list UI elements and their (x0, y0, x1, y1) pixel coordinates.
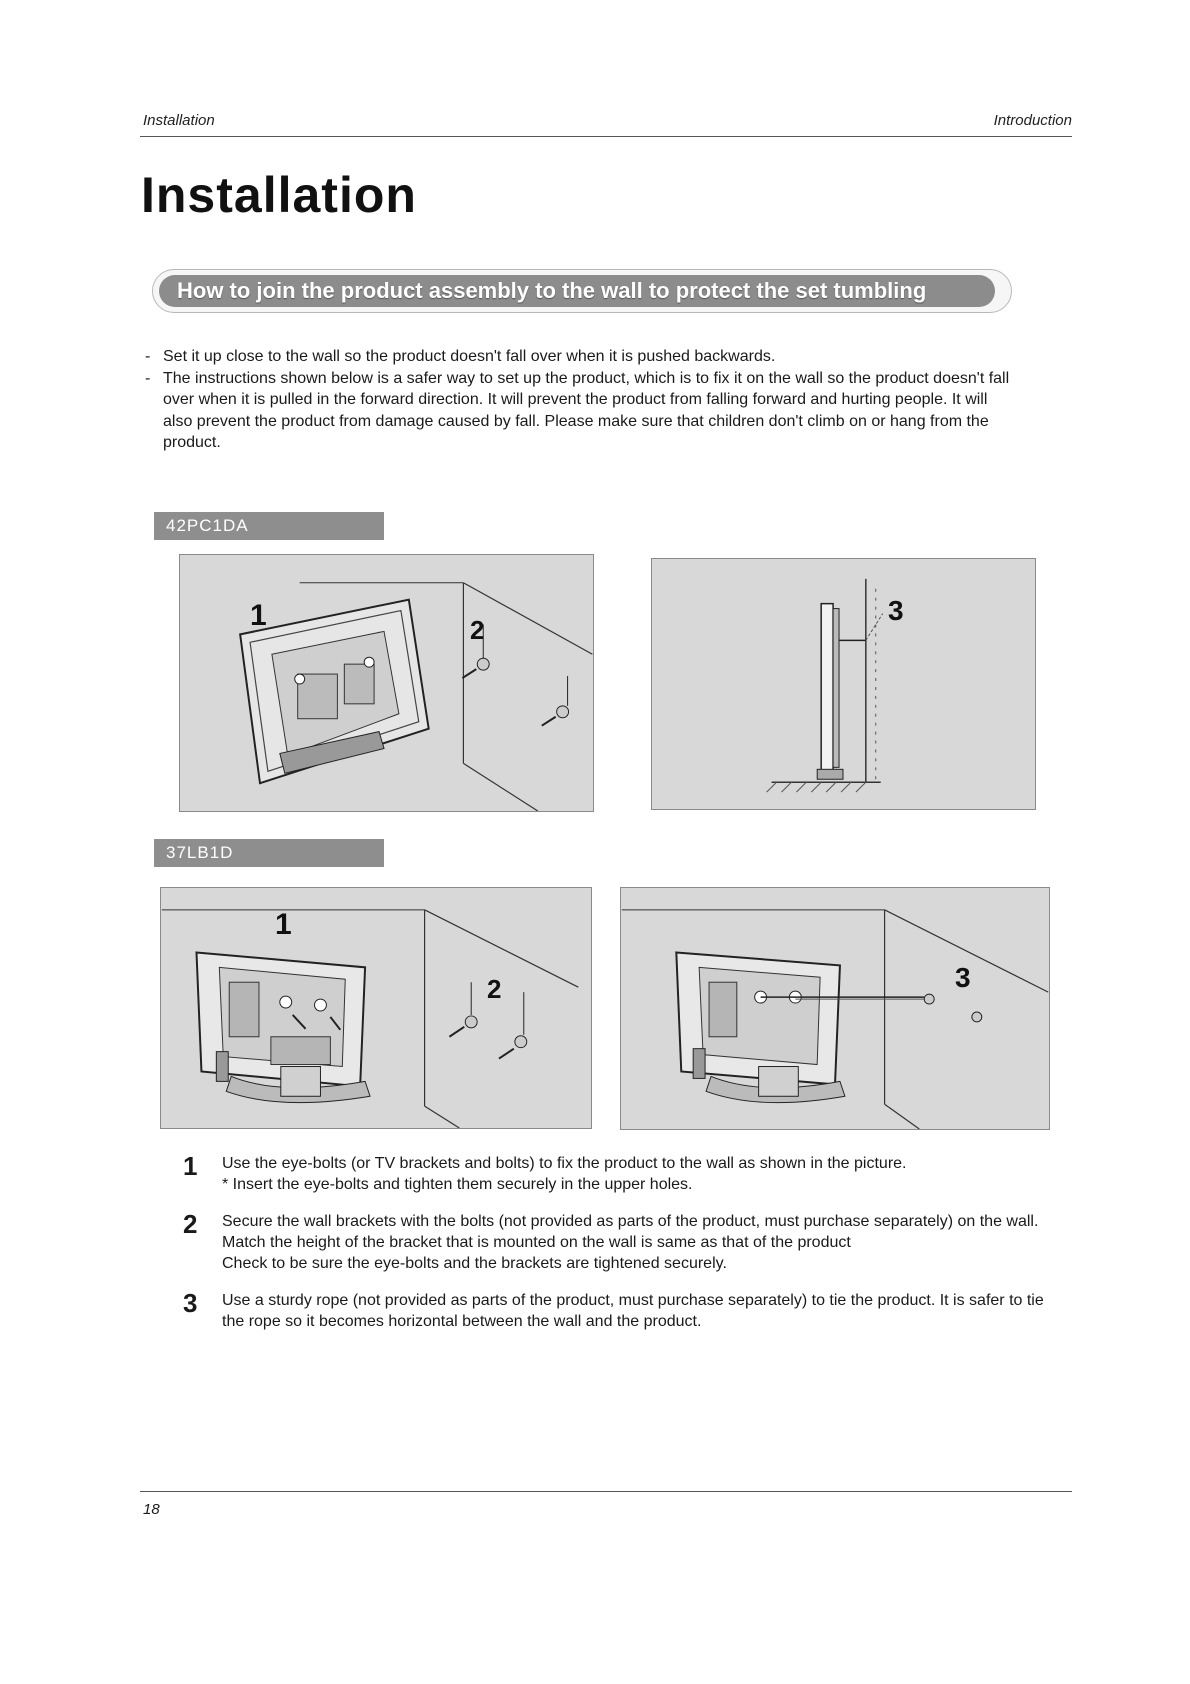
figure-42pc1da-step-3 (651, 558, 1036, 810)
model-label-37lb1d: 37LB1D (154, 839, 384, 867)
step-item (175, 1211, 1055, 1274)
intro-list (143, 346, 1013, 454)
figure-step-number: 1 (250, 599, 267, 632)
dash-bullet: - (145, 348, 151, 365)
step-number: 3 (183, 1288, 198, 1318)
step-text: Use a sturdy rope (not provided as parts of the product, must purchase separately) to tie the product. It is safer to tie the rope so it becomes horizontal between the wall and the product. (222, 1292, 1044, 1330)
intro-item-text: Set it up close to the wall so the product doesn't fall over when it is pushed backwards. (163, 348, 776, 365)
tv-rear-wall-illustration (180, 555, 593, 811)
step-number: 2 (183, 1209, 198, 1239)
header-section-left: Installation (143, 112, 215, 129)
intro-item (143, 346, 1013, 368)
footer-rule (140, 1491, 1072, 1492)
model-label-42pc1da: 42PC1DA (154, 512, 384, 540)
page-number: 18 (143, 1501, 160, 1518)
figure-37lb1d-step-3 (620, 887, 1050, 1130)
step-number: 1 (183, 1151, 198, 1181)
dash-bullet: - (145, 369, 151, 387)
figure-37lb1d-steps-1-2 (160, 887, 592, 1129)
section-banner-text: How to join the product assembly to the wall to protect the set tumbling (159, 275, 995, 307)
figure-step-number: 3 (888, 595, 904, 626)
page-title: Installation (141, 167, 417, 223)
section-banner (152, 269, 1012, 313)
steps-list (175, 1153, 1055, 1348)
tv-side-view-illustration (652, 559, 1035, 809)
intro-item (143, 368, 1013, 454)
figure-42pc1da-steps-1-2 (179, 554, 594, 812)
intro-item-text: The instructions shown below is a safer way to set up the product, which is to fix it on the wall so the product doesn't fall over when it is pulled in the forward direction. It will prevent the product from falling forward and hurting people. It will also prevent the product from damage caused by fall. Please make sure that children don't climb on or hang from the product. (163, 369, 1010, 451)
figure-step-number: 1 (275, 908, 292, 941)
header-rule (140, 136, 1072, 137)
figure-step-number: 2 (487, 974, 502, 1004)
figure-step-number: 3 (955, 962, 971, 993)
step-item (175, 1290, 1055, 1332)
header-section-right: Introduction (993, 112, 1072, 129)
figure-step-number: 2 (470, 615, 485, 645)
tv-rear-wall-illustration (161, 888, 591, 1128)
step-text: Use the eye-bolts (or TV brackets and bolts) to fix the product to the wall as shown in the picture. (222, 1155, 907, 1172)
step-text: Secure the wall brackets with the bolts (not provided as parts of the product, must purchase separately) on the wall. Match the height of the bracket that is mounted on the wall is same as that of the product (222, 1213, 1039, 1251)
step-note: * Insert the eye-bolts and tighten them securely in the upper holes. (222, 1176, 693, 1193)
tv-rope-wall-illustration (621, 888, 1049, 1129)
step-note: Check to be sure the eye-bolts and the brackets are tightened securely. (222, 1255, 727, 1272)
step-item (175, 1153, 1055, 1195)
